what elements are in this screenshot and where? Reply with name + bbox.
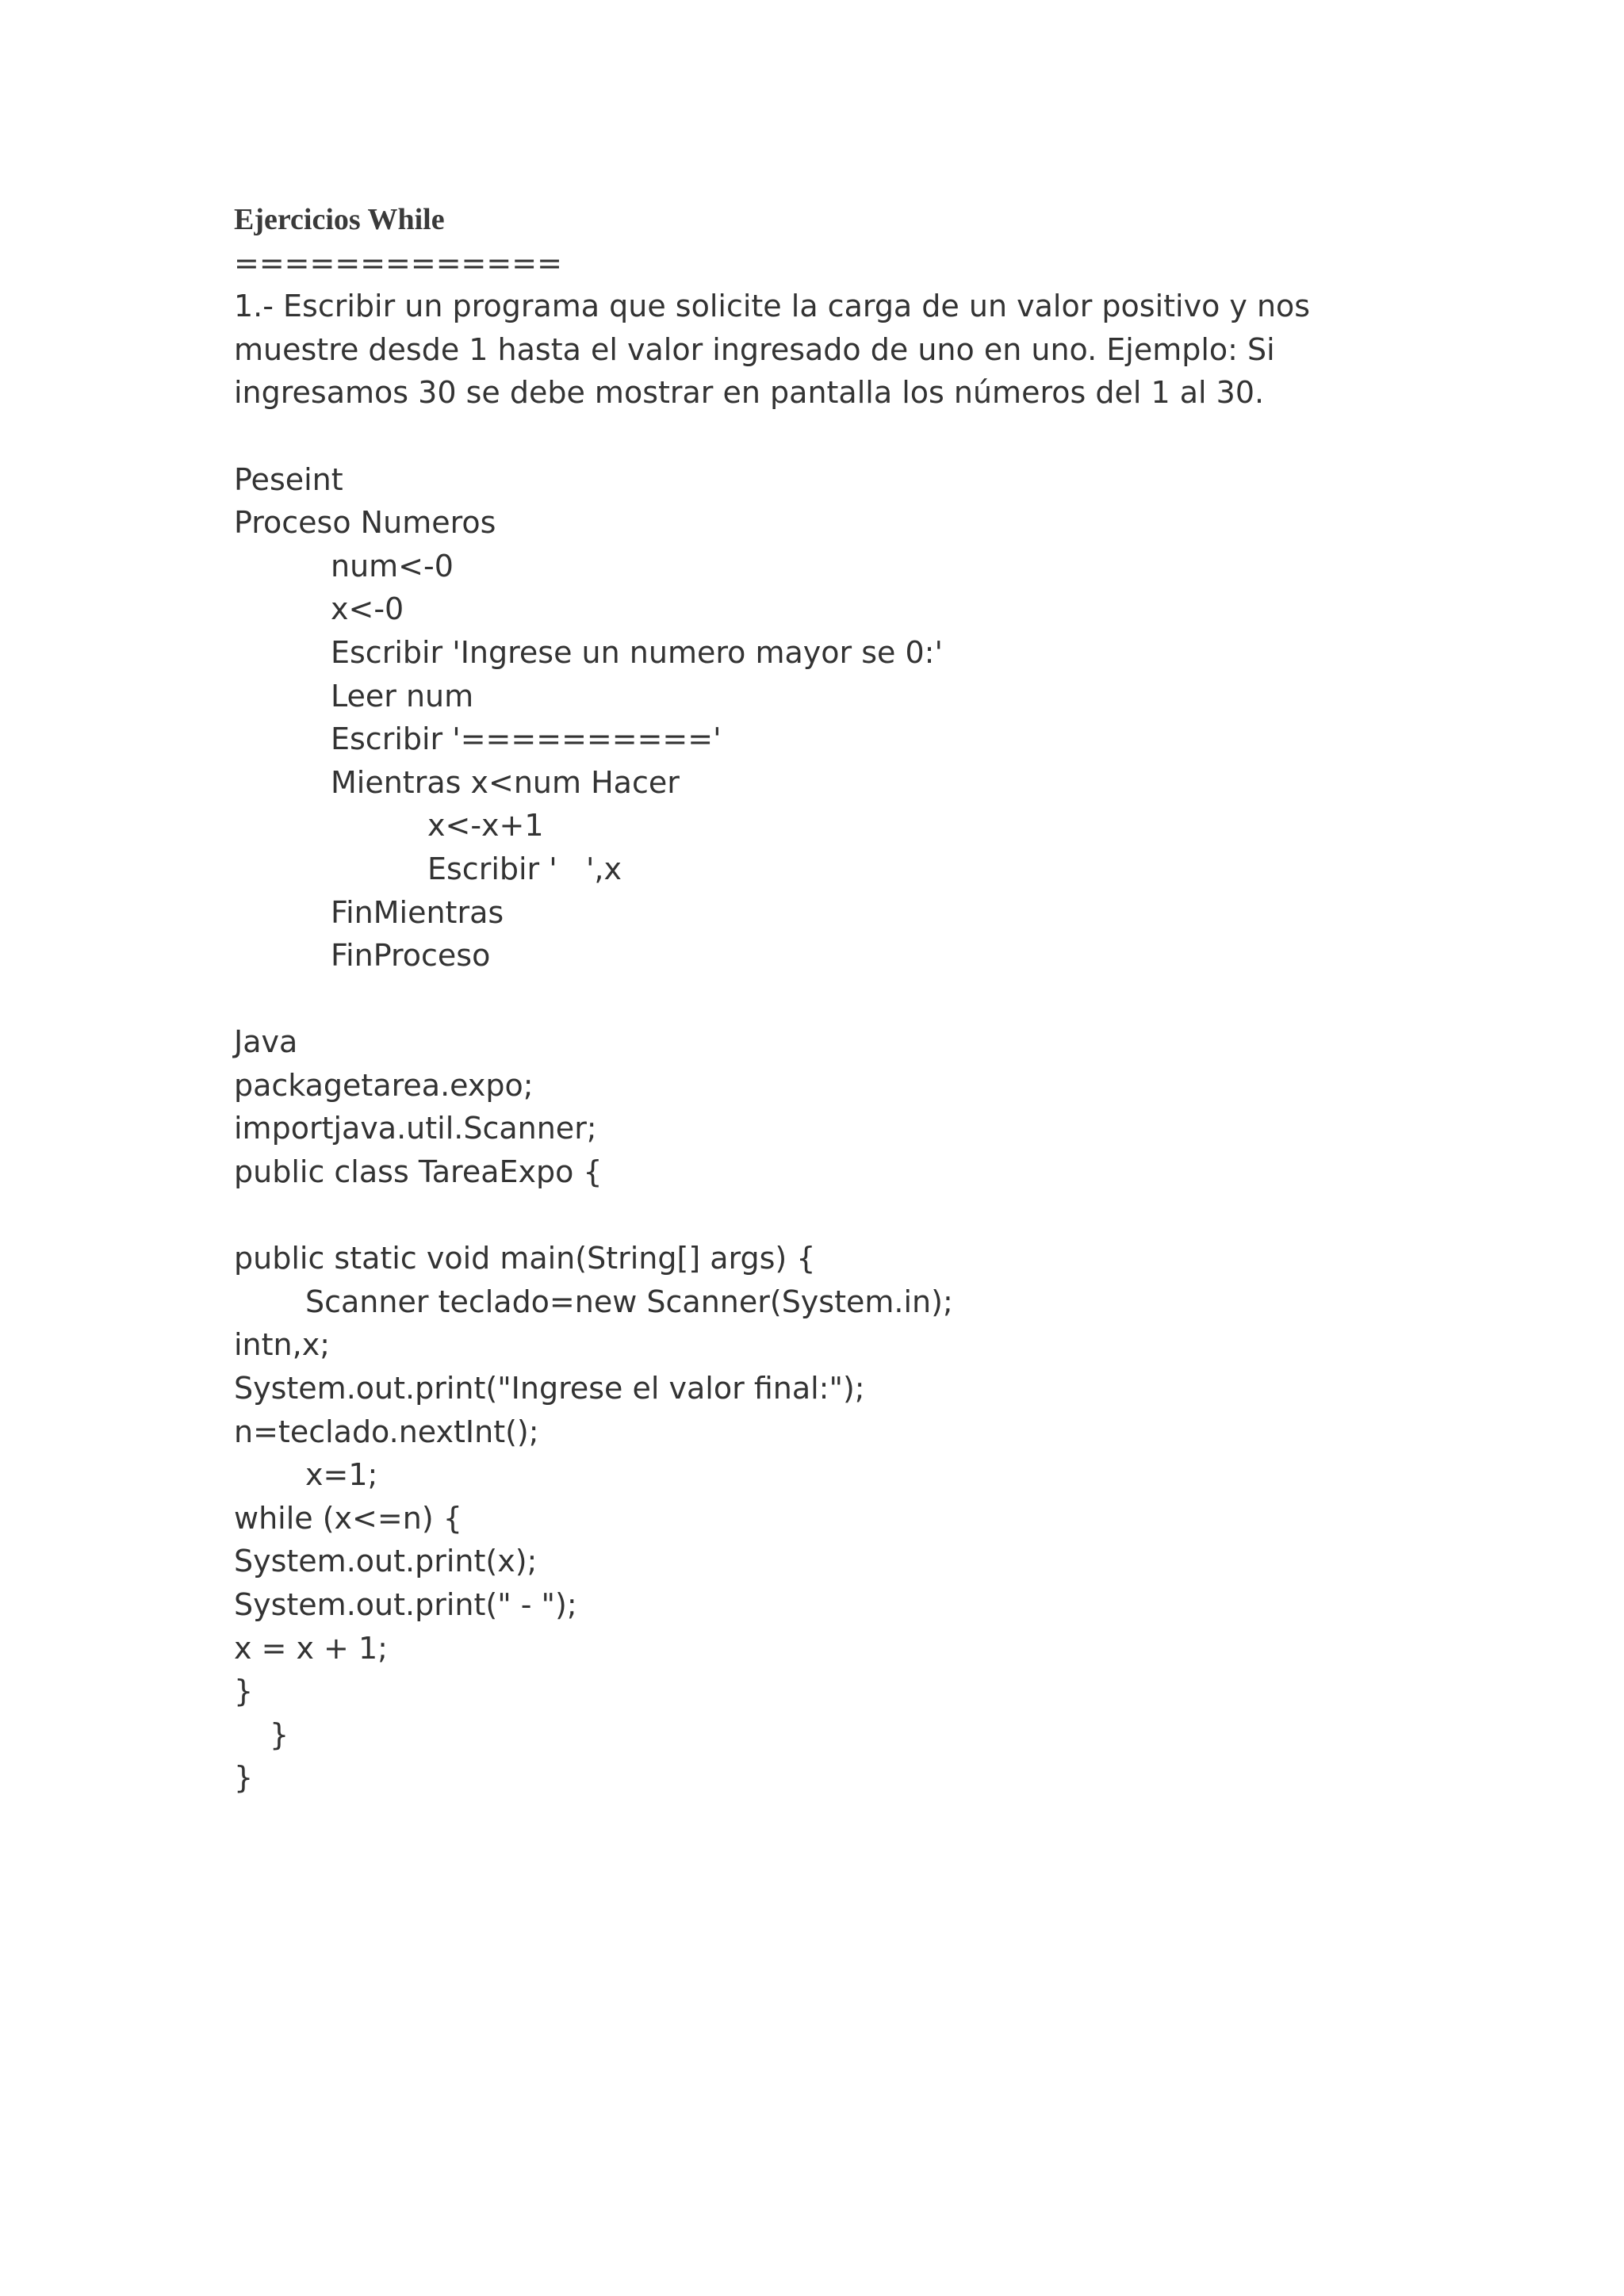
java-code-line: packagetarea.expo; (234, 1067, 534, 1103)
java-code-line: public class TareaExpo { (234, 1154, 603, 1190)
pseint-heading: Peseint (234, 461, 343, 497)
java-code-line: System.out.print(" - "); (234, 1587, 577, 1622)
document-content (234, 198, 1423, 1800)
java-code-line: intn,x; (234, 1327, 330, 1363)
pseint-code-line: Escribir 'Ingrese un numero mayor se 0:' (331, 634, 943, 670)
java-code-line: x=1; (305, 1457, 378, 1493)
blank-line (234, 978, 1423, 1021)
title-separator: ============= (234, 245, 562, 281)
pseint-code-line: Proceso Numeros (234, 505, 496, 541)
pseint-code-line: Leer num (331, 678, 474, 714)
java-code-line: } (270, 1716, 289, 1752)
java-code-line: importjava.util.Scanner; (234, 1111, 597, 1146)
pseint-code-line: Escribir ' ',x (427, 851, 622, 886)
blank-line (234, 415, 1423, 458)
java-code-line: Scanner teclado=new Scanner(System.in); (305, 1284, 953, 1319)
java-heading: Java (234, 1024, 298, 1060)
java-code-line: } (234, 1760, 254, 1796)
java-code-line: } (234, 1674, 254, 1709)
java-code-line: public static void main(String[] args) { (234, 1241, 816, 1276)
java-code-line: System.out.print(x); (234, 1544, 538, 1579)
document-title: Ejercicios While (234, 203, 445, 236)
pseint-code-line: Escribir '==========' (331, 721, 722, 757)
exercise-statement: 1.- Escribir un programa que solicite la carga de un valor positivo y nos muestre desde 1 hasta el valor ingresado de uno en uno. Ejemplo: Si ingresamos 30 se debe mostrar en pantalla los números del 1 al 30. (234, 289, 1311, 411)
java-code-line: x = x + 1; (234, 1630, 388, 1666)
pseint-code-line: x<-x+1 (427, 808, 544, 844)
pseint-code-line: x<-0 (331, 591, 404, 627)
pseint-code-line: FinProceso (331, 938, 491, 974)
java-code-line: n=teclado.nextInt(); (234, 1414, 539, 1449)
blank-line (234, 1194, 1423, 1238)
pseint-code-line: Mientras x<num Hacer (331, 764, 680, 800)
java-code-line: while (x<=n) { (234, 1500, 462, 1536)
pseint-code-line: FinMientras (331, 894, 504, 930)
java-code-line: System.out.print("Ingrese el valor final:"); (234, 1371, 865, 1406)
pseint-code-line: num<-0 (331, 548, 454, 584)
